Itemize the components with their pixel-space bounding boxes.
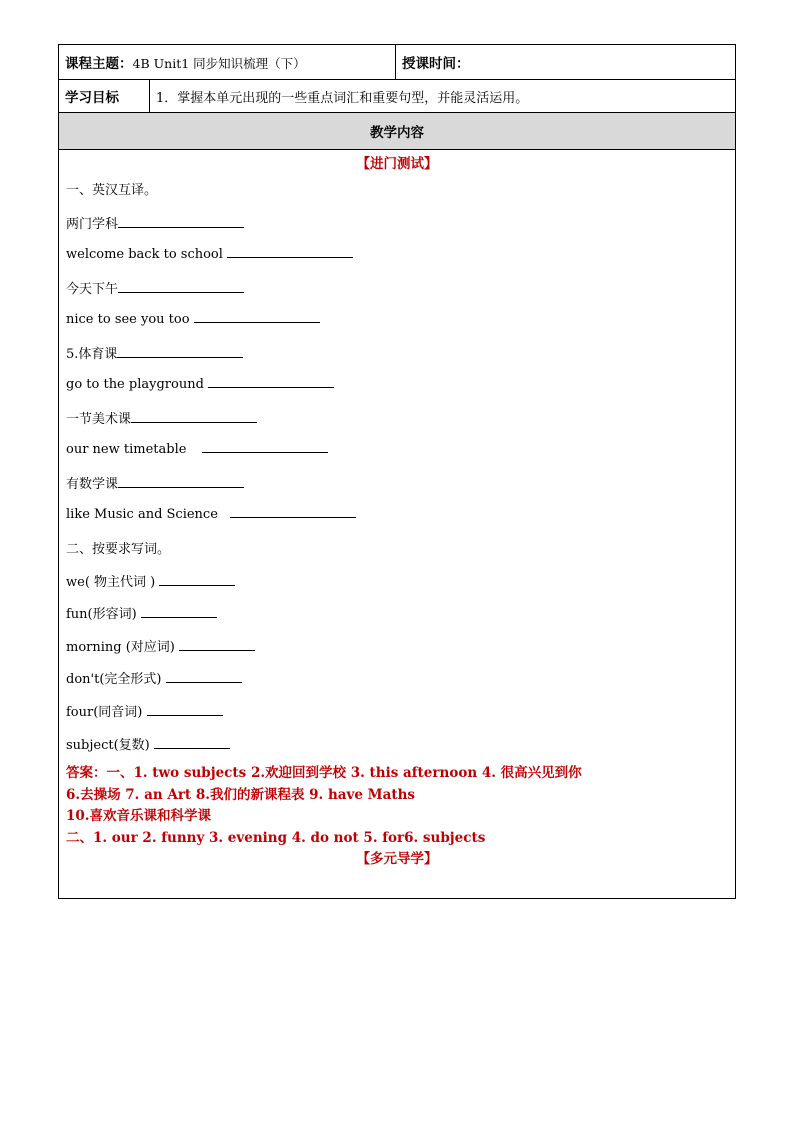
part1-item-2: welcome back to school	[66, 245, 353, 262]
answer-line-1: 答案：一、1. two subjects 2.欢迎回到学校 3. this afternoon 4. 很高兴见到你	[66, 765, 582, 781]
answer-blank[interactable]	[208, 375, 334, 388]
part2-item-4: don't(完全形式)	[66, 668, 242, 687]
time-cell	[396, 45, 736, 80]
entry-test-heading: 【进门测试】	[356, 156, 438, 172]
answer-blank[interactable]	[154, 736, 230, 749]
part2-item-6: subject(复数)	[66, 734, 230, 753]
topic-label: 课程主题：	[65, 56, 133, 72]
answer-blank[interactable]	[230, 505, 356, 518]
answer-blank[interactable]	[194, 310, 320, 323]
answer-blank[interactable]	[118, 280, 244, 293]
topic-cell	[59, 45, 396, 80]
part1-item-8: our new timetable	[66, 440, 328, 457]
part1-item-7: 一节美术课	[66, 408, 257, 427]
answer-blank[interactable]	[227, 245, 353, 258]
goal-label: 学习目标	[59, 80, 150, 113]
part2-item-3: morning (对应词)	[66, 636, 255, 655]
topic-row	[59, 45, 736, 80]
guided-study-heading: 【多元导学】	[356, 851, 438, 867]
answer-line-4: 二、1. our 2. funny 3. evening 4. do not 5. for6. subjects	[66, 830, 486, 846]
answer-blank[interactable]	[118, 475, 244, 488]
part2-title: 二、按要求写词。	[66, 542, 171, 557]
part1-item-9: 有数学课	[66, 473, 244, 492]
topic-value: 4B Unit1 同步知识梳理（下）	[132, 56, 306, 71]
answer-blank[interactable]	[141, 605, 217, 618]
answer-blank[interactable]	[179, 638, 255, 651]
answer-blank[interactable]	[166, 670, 242, 683]
part2-item-2: fun(形容词)	[66, 603, 217, 622]
part1-title: 一、英汉互译。	[66, 183, 158, 198]
answer-blank[interactable]	[118, 215, 244, 228]
part1-item-6: go to the playground	[66, 375, 334, 392]
content-header: 教学内容	[59, 113, 736, 150]
part1-item-3: 今天下午	[66, 278, 244, 297]
answer-blank[interactable]	[202, 440, 328, 453]
part2-item-1: we( 物主代词 )	[66, 571, 235, 590]
content-row	[59, 150, 736, 899]
part2-item-5: four(同音词)	[66, 701, 223, 720]
answer-blank[interactable]	[147, 703, 223, 716]
content-header-row	[59, 113, 736, 150]
part1-item-1: 两门学科	[66, 213, 244, 232]
answer-blank[interactable]	[159, 573, 235, 586]
part1-item-5: 5.体育课	[66, 343, 243, 362]
time-label: 授课时间：	[402, 56, 470, 72]
content-cell	[59, 150, 736, 899]
lesson-table	[58, 44, 736, 899]
answer-line-3: 10.喜欢音乐课和科学课	[66, 808, 211, 824]
answer-blank[interactable]	[131, 410, 257, 423]
part1-item-4: nice to see you too	[66, 310, 320, 327]
part1-item-10: like Music and Science	[66, 505, 356, 522]
goal-value: 1．掌握本单元出现的一些重点词汇和重要句型，并能灵活运用。	[150, 80, 736, 113]
lesson-sheet	[58, 44, 735, 901]
answer-line-2: 6.去操场 7. an Art 8.我们的新课程表 9. have Maths	[66, 787, 415, 803]
answer-blank[interactable]	[117, 345, 243, 358]
goal-row	[59, 80, 736, 113]
